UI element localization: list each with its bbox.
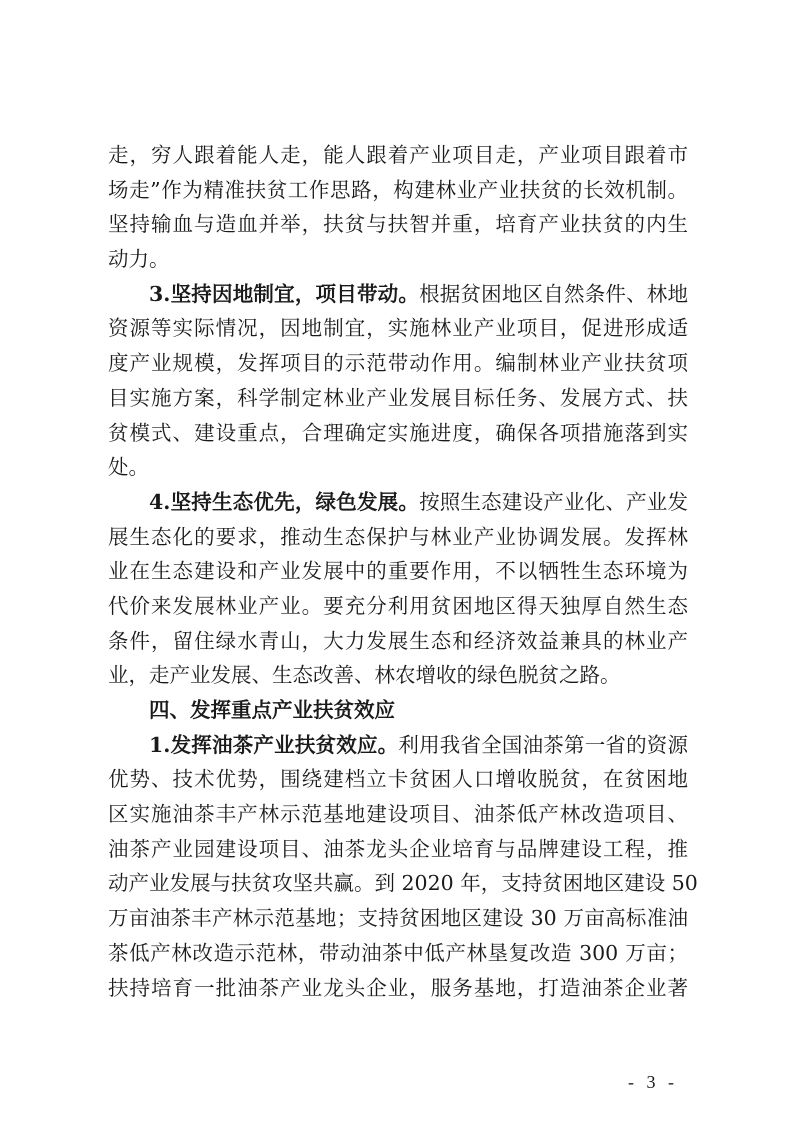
text-line: 茶低产林改造示范林，带动油茶中低产林垦复改造 300 万亩； <box>108 940 688 965</box>
text-line: 万亩油茶丰产林示范基地；支持贫困地区建设 30 万亩高标准油 <box>108 906 688 931</box>
text-line: 业在生态建设和产业发展中的重要作用，不以牺牲生态环境为 <box>108 559 688 584</box>
text-line: 扶持培育一批油茶产业龙头企业，服务基地，打造油茶企业著 <box>108 975 688 1000</box>
paragraph-4-first-line: 4.坚持生态优先，绿色发展。按照生态建设产业化、产业发 <box>149 489 689 514</box>
text-line: 油茶产业园建设项目、油茶龙头企业培育与品牌建设工程，推 <box>108 836 688 861</box>
subsection-1-first-line: 1.发挥油茶产业扶贫效应。利用我省全国油茶第一省的资源 <box>149 732 689 757</box>
text-line: 贫模式、建设重点，合理确定实施进度，确保各项措施落到实 <box>108 420 688 445</box>
paragraph-3-first-line: 3.坚持因地制宜，项目带动。根据贫困地区自然条件、林地 <box>149 281 689 306</box>
text-line: 处。 <box>108 455 149 480</box>
text-line: 优势、技术优势，围绕建档立卡贫困人口增收脱贫，在贫困地 <box>108 767 688 792</box>
paragraph-lead: 1.发挥油茶产业扶贫效应。 <box>149 732 399 757</box>
text-line: 走，穷人跟着能人走，能人跟着产业项目走，产业项目跟着市 <box>108 143 688 167</box>
text-line: 坚持输血与造血并举，扶贫与扶智并重，培育产业扶贫的内生 <box>108 212 688 237</box>
paragraph-lead: 4.坚持生态优先，绿色发展。 <box>149 489 420 514</box>
text-line: 区实施油茶丰产林示范基地建设项目、油茶低产林改造项目、 <box>108 802 688 827</box>
text-line: 度产业规模，发挥项目的示范带动作用。编制林业产业扶贫项 <box>108 351 688 376</box>
text-line: 条件，留住绿水青山，大力发展生态和经济效益兼具的林业产 <box>108 628 688 653</box>
text-line: 资源等实际情况，因地制宜，实施林业产业项目，促进形成适 <box>108 316 688 341</box>
text-line: 动力。 <box>108 247 170 272</box>
page-number: - 3 - <box>628 1072 678 1092</box>
text-line: 动产业发展与扶贫攻坚共赢。到 2020 年，支持贫困地区建设 50 <box>108 871 698 896</box>
body-text <box>108 138 698 1005</box>
text-line: 展生态化的要求，推动生态保护与林业产业协调发展。发挥林 <box>108 524 688 549</box>
text-line: 目实施方案，科学制定林业产业发展目标任务、发展方式、扶 <box>108 385 688 410</box>
text-line: 场走”作为精准扶贫工作思路，构建林业产业扶贫的长效机制。 <box>108 177 688 202</box>
text-line: 代价来发展林业产业。要充分利用贫困地区得天独厚自然生态 <box>108 593 688 618</box>
paragraph-lead: 3.坚持因地制宜，项目带动。 <box>149 281 420 306</box>
section-heading: 四、发挥重点产业扶贫效应 <box>149 698 395 722</box>
text-line: 业，走产业发展、生态改善、林农增收的绿色脱贫之路。 <box>108 663 621 688</box>
